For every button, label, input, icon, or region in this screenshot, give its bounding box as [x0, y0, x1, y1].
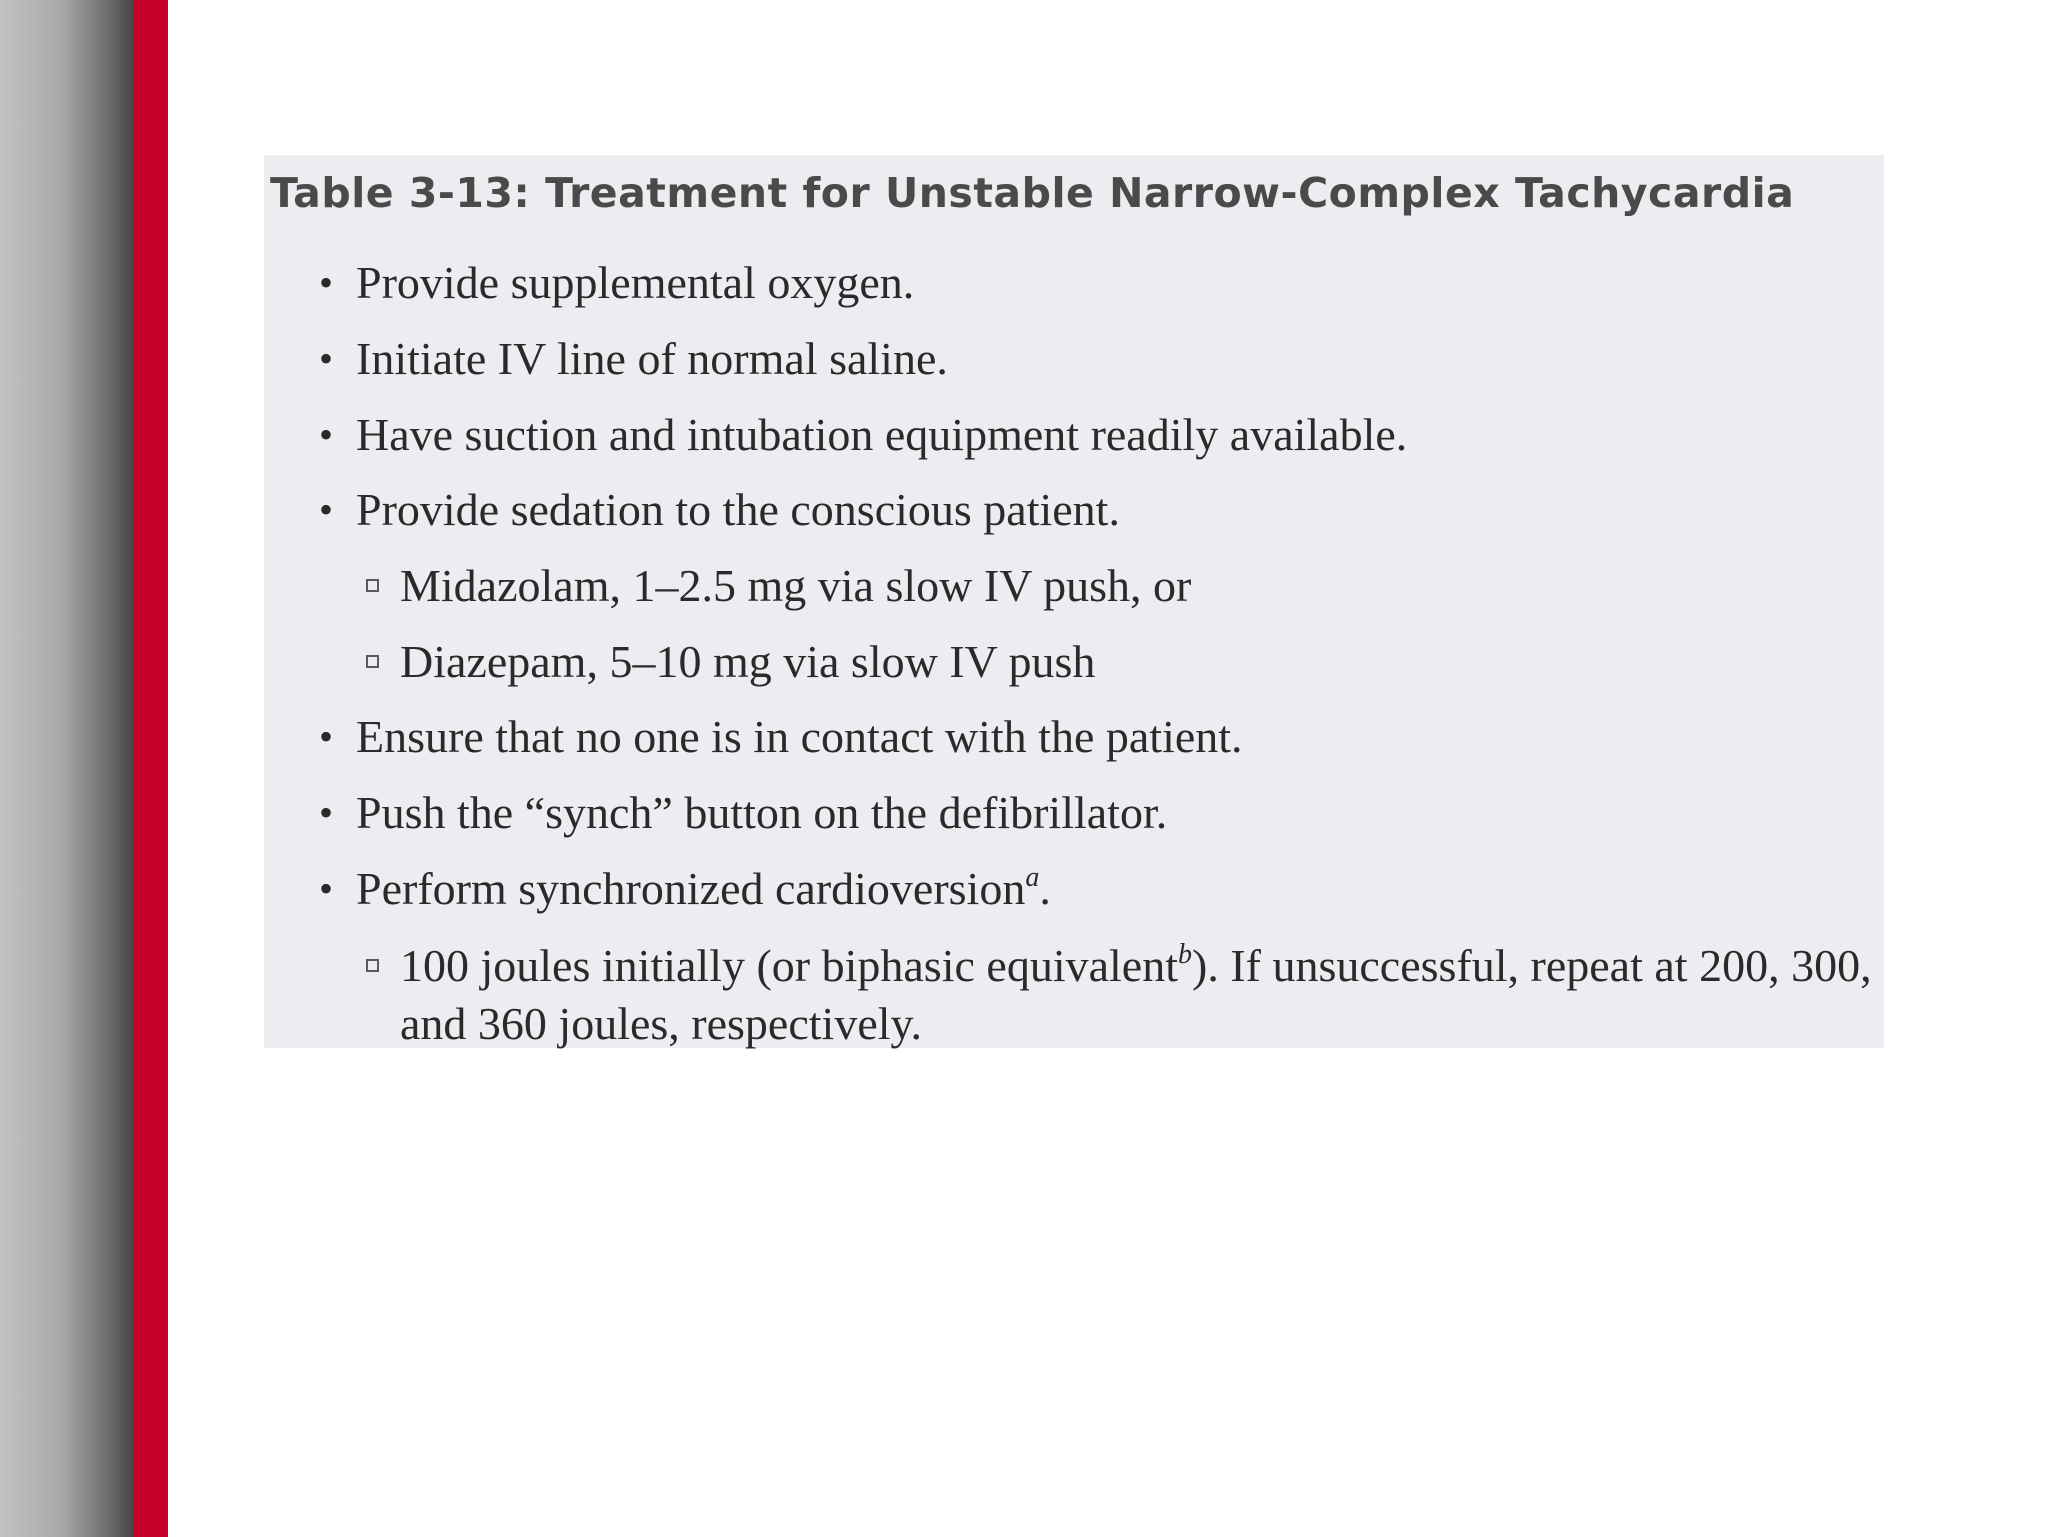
sub-bullet-icon: [366, 959, 379, 972]
bullet-icon: •: [319, 487, 334, 532]
left-gradient-bar: [0, 0, 134, 1537]
list-item: [356, 407, 1407, 463]
list-item: [356, 785, 1167, 841]
list-item: [400, 937, 1880, 1053]
list-item-text-end: ). If unsuccessful, repeat at 200, 300, and 360 joules, respectively.: [400, 940, 1872, 1049]
red-accent-stripe: [134, 0, 168, 1537]
list-item-text: Provide supplemental oxygen.: [356, 257, 915, 308]
list-item-text: Perform synchronized cardioversion: [356, 863, 1026, 914]
bullet-icon: •: [319, 790, 334, 835]
bullet-icon: •: [319, 336, 334, 381]
list-item: [356, 255, 914, 311]
list-item: [356, 861, 1051, 917]
footnote-marker: b: [1178, 939, 1193, 970]
sub-bullet-icon: [366, 655, 379, 668]
bullet-icon: •: [319, 412, 334, 457]
list-item-text: 100 joules initially (or biphasic equivalent: [400, 940, 1179, 991]
bullet-icon: •: [319, 714, 334, 759]
list-item: [400, 558, 1191, 614]
bullet-icon: •: [319, 866, 334, 911]
list-item-text: Diazepam, 5–10 mg via slow IV push: [400, 636, 1096, 687]
table-panel: [264, 155, 1884, 1048]
list-item: [356, 709, 1243, 765]
sub-bullet-icon: [366, 579, 379, 592]
list-item-text: Have suction and intubation equipment readily available.: [356, 409, 1408, 460]
list-item: [356, 482, 1120, 538]
table-title: Table 3-13: Treatment for Unstable Narrow-Complex Tachycardia: [270, 169, 1795, 217]
footnote-marker: a: [1025, 862, 1040, 893]
list-item-text: Ensure that no one is in contact with the patient.: [356, 711, 1243, 762]
list-item-text: Initiate IV line of normal saline.: [356, 333, 948, 384]
list-item-text: Push the “synch” button on the defibrillator.: [356, 787, 1168, 838]
bullet-icon: •: [319, 260, 334, 305]
list-item-text: Provide sedation to the conscious patient.: [356, 484, 1120, 535]
list-item: [400, 634, 1095, 690]
list-item-text-end: .: [1039, 863, 1051, 914]
list-item: [356, 331, 948, 387]
list-item-text: Midazolam, 1–2.5 mg via slow IV push, or: [400, 560, 1192, 611]
